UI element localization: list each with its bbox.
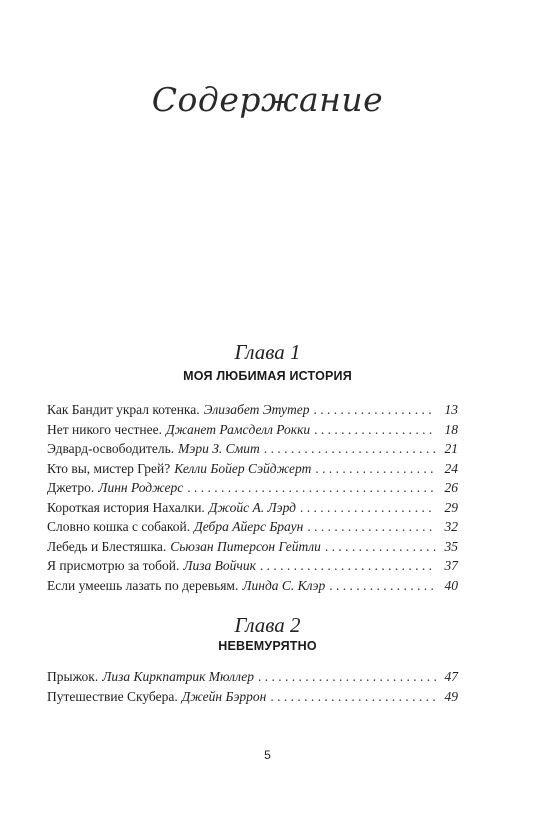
entry-title: Лебедь и Блестяшка. — [47, 538, 167, 554]
dot-leader — [325, 537, 436, 557]
toc-entry[interactable] — [47, 687, 458, 707]
entry-page-number: 21 — [444, 441, 458, 456]
entry-author: Келли Бойер Сэйджерт — [174, 460, 312, 476]
entry-title: Короткая история Нахалки. — [47, 499, 205, 515]
entry-author: Мэри З. Смит — [178, 441, 260, 456]
toc-entry[interactable] — [47, 498, 458, 518]
dot-leader — [300, 498, 436, 518]
chapter-1-name: МОЯ ЛЮБИМАЯ ИСТОРИЯ — [183, 369, 352, 383]
dot-leader — [315, 459, 436, 479]
entry-author: Сьюзан Питерсон Гейтли — [170, 538, 321, 554]
entry-author: Джойс А. Лэрд — [208, 499, 296, 515]
entry-page-number: 13 — [444, 402, 458, 417]
chapter-1-label: Глава 1 — [234, 340, 301, 364]
dot-leader — [329, 576, 436, 596]
dot-leader — [314, 420, 436, 440]
entry-page-number: 26 — [444, 480, 458, 495]
entry-author: Джейн Бэррон — [181, 688, 267, 704]
entry-page-number: 32 — [444, 519, 458, 534]
page-number: 5 — [264, 748, 271, 762]
entry-title: Я присмотрю за тобой. — [47, 558, 180, 573]
entry-title: Как Бандит украл котенка. — [47, 402, 200, 417]
dot-leader — [187, 478, 436, 498]
entry-page-number: 24 — [444, 460, 458, 476]
toc-entry[interactable] — [47, 439, 458, 459]
dot-leader — [258, 667, 436, 687]
dot-leader — [307, 517, 436, 537]
toc-entry[interactable] — [47, 400, 458, 420]
entry-author: Элизабет Этутер — [203, 402, 310, 417]
entry-author: Лиза Киркпатрик Мюллер — [102, 669, 255, 684]
entry-page-number: 40 — [444, 577, 458, 593]
toc-title: Содержание — [151, 80, 384, 119]
entry-author: Линн Роджерс — [98, 480, 184, 495]
chapter-2-entries — [47, 667, 458, 706]
entry-page-number: 37 — [444, 558, 458, 573]
entry-author: Лиза Войчик — [183, 558, 256, 573]
toc-entry[interactable] — [47, 420, 458, 440]
chapter-2-name: НЕВЕМУРЯТНО — [218, 639, 317, 653]
entry-title: Нет никого честнее. — [47, 421, 163, 437]
entry-title: Словно кошка с собакой. — [47, 519, 191, 534]
entry-page-number: 49 — [444, 688, 458, 704]
dot-leader — [270, 687, 436, 707]
toc-entry[interactable] — [47, 478, 458, 498]
dot-leader — [260, 556, 436, 576]
entry-author: Линда С. Клэр — [242, 577, 326, 593]
dot-leader — [314, 400, 436, 420]
entry-title: Прыжок. — [47, 669, 99, 684]
dot-leader — [264, 439, 436, 459]
toc-entry[interactable] — [47, 459, 458, 479]
toc-entry[interactable] — [47, 667, 458, 687]
entry-title: Путешествие Скубера. — [47, 688, 178, 704]
entry-title: Если умеешь лазать по деревьям. — [47, 577, 239, 593]
entry-page-number: 35 — [444, 538, 458, 554]
entry-author: Джанет Рамсделл Рокки — [166, 421, 311, 437]
entry-title: Кто вы, мистер Грей? — [47, 460, 171, 476]
entry-page-number: 18 — [444, 421, 458, 437]
entry-title: Джетро. — [47, 480, 95, 495]
toc-entry[interactable] — [47, 576, 458, 596]
entry-page-number: 47 — [444, 669, 458, 684]
toc-entry[interactable] — [47, 537, 458, 557]
chapter-1-entries — [47, 400, 458, 595]
toc-entry[interactable] — [47, 517, 458, 537]
entry-title: Эдвард-освободитель. — [47, 441, 175, 456]
entry-author: Дебра Айерс Браун — [194, 519, 304, 534]
toc-entry[interactable] — [47, 556, 458, 576]
chapter-2-label: Глава 2 — [234, 613, 301, 637]
entry-page-number: 29 — [444, 499, 458, 515]
